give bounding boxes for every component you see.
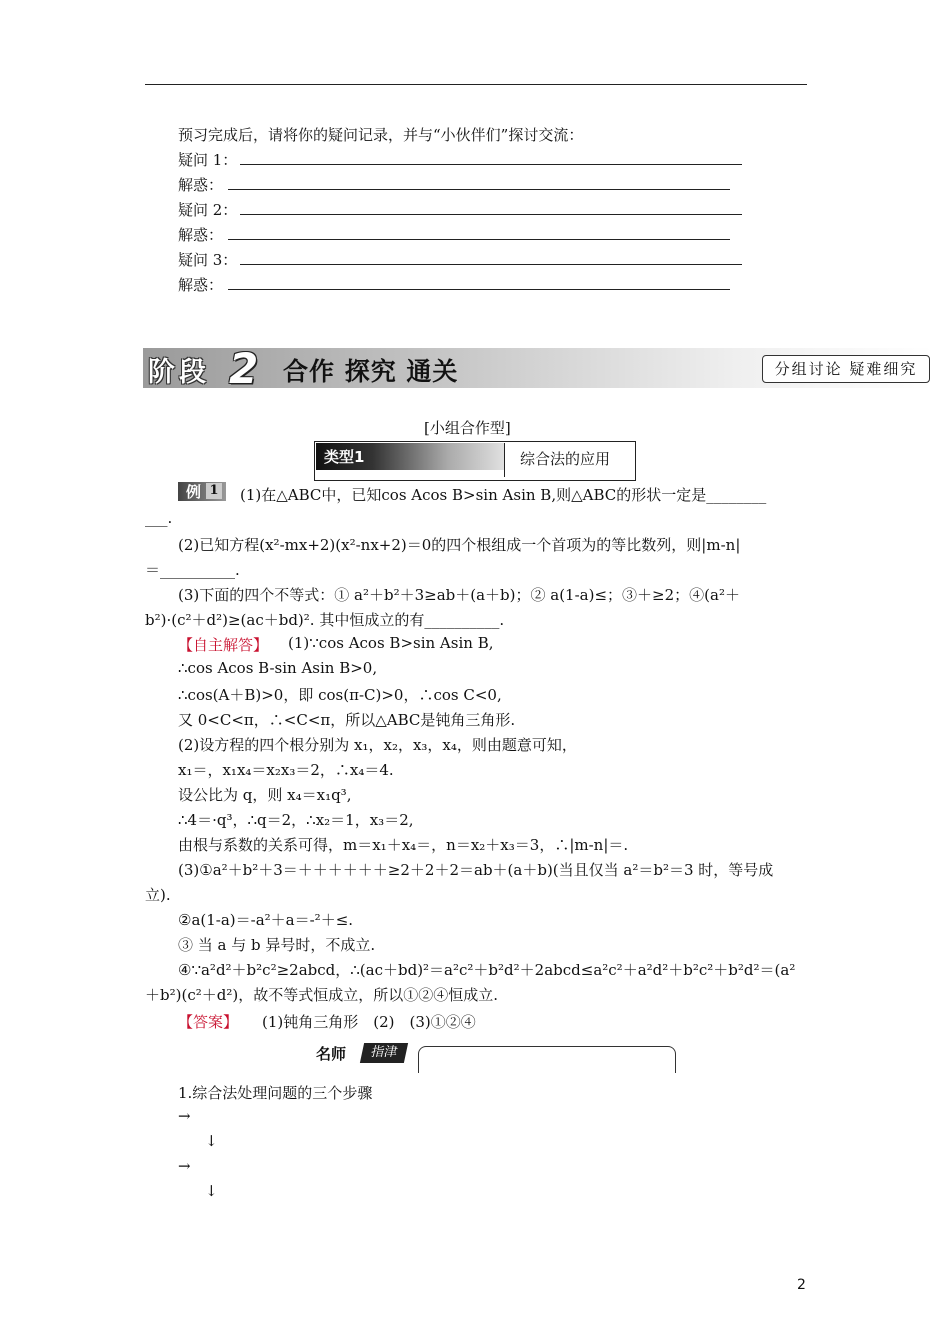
teacher-guide-frame (418, 1046, 676, 1073)
type-topic: 综合法的应用 (520, 450, 611, 468)
solution-line: 由根与系数的关系可得，m＝x₁＋x₄＝，n＝x₂＋x₃＝3，∴|m-n|＝. (178, 836, 629, 854)
answer-2-line[interactable] (228, 239, 730, 240)
solution-line: ＋b²)(c²＋d²)，故不等式恒成立，所以①②④恒成立. (145, 986, 498, 1004)
question-2-label: 疑问 2： (178, 201, 238, 219)
solution-line: (3)①a²＋b²＋3＝＋＋＋＋＋＋≥2＋2＋2＝ab＋(a＋b)(当且仅当 a²＝b²＝3 时，等号成 (178, 861, 774, 879)
teacher-item-1: 1.综合法处理问题的三个步骤 (178, 1084, 373, 1102)
header-rule (145, 84, 807, 85)
group-header: [小组合作型] (424, 419, 511, 437)
example-line-6: b²)·(c²＋d²)≥(ac＋bd)². 其中恒成立的有__________. (145, 611, 505, 629)
arrow-right-icon: → (178, 1107, 191, 1125)
solution-line: 设公比为 q，则 x₄＝x₁q³, (178, 786, 352, 804)
teacher-guide-tag: 指津 (360, 1043, 408, 1063)
arrow-right-icon: → (178, 1157, 191, 1175)
question-1-line[interactable] (240, 164, 742, 165)
answer-text: (1)钝角三角形 (2) (3)①②④ (262, 1013, 476, 1031)
type-separator (504, 443, 505, 477)
answer-2-label: 解惑： (178, 226, 224, 244)
page-number: 2 (797, 1277, 806, 1293)
answer-label: 【答案】 (178, 1013, 239, 1031)
solution-line: ∴cos Acos B-sin Asin B>0, (178, 659, 378, 677)
solution-line: ④∵a²d²＋b²c²≥2abcd，∴(ac＋bd)²＝a²c²＋b²d²＋2abcd≤a²c²＋a²d²＋b²c²＋b²d²＝(a² (178, 961, 796, 979)
solution-label: 【自主解答】 (178, 636, 269, 654)
question-3-label: 疑问 3： (178, 251, 238, 269)
solution-line: ②a(1-a)＝-a²＋a＝-²＋≤. (178, 911, 354, 929)
stage-number: 2 (229, 344, 259, 393)
teacher-guide-head: 名师 (316, 1045, 347, 1063)
example-line-3: (2)已知方程(x²-mx+2)(x²-nx+2)＝0的四个根组成一个首项为的等比数列，则|m-n| (178, 536, 741, 554)
example-badge (178, 482, 226, 501)
type-label-bar (316, 443, 504, 470)
solution-line: ③ 当 a 与 b 异号时，不成立. (178, 936, 376, 954)
solution-line: 又 0<C<π，∴<C<π，所以△ABC是钝角三角形. (178, 711, 516, 729)
solution-line: 立). (145, 886, 171, 904)
example-line-4: ＝__________. (145, 561, 240, 579)
stage-title: 合作 探究 通关 (283, 357, 459, 386)
solution-line: (2)设方程的四个根分别为 x₁，x₂，x₃，x₄，则由题意可知， (178, 736, 577, 754)
example-line-1: (1)在△ABC中，已知cos Acos B>sin Asin B,则△ABC的形状一定是________ (240, 486, 767, 504)
solution-line: ∴4＝·q³，∴q＝2，∴x₂＝1，x₃＝2, (178, 811, 414, 829)
example-badge-number: 1 (206, 483, 222, 499)
arrow-down-icon: ↓ (205, 1182, 218, 1200)
stage-label: 阶段 (148, 357, 210, 388)
stage-tag: 分组讨论 疑难细究 (762, 355, 930, 383)
question-1-label: 疑问 1： (178, 151, 238, 169)
example-badge-label: 例 (186, 483, 202, 501)
answer-3-line[interactable] (228, 289, 730, 290)
example-line-2: ___. (145, 509, 173, 527)
solution-line: x₁＝，x₁x₄＝x₂x₃＝2，∴x₄＝4. (178, 761, 394, 779)
solution-line: ∴cos(A＋B)>0，即 cos(π-C)>0，∴cos C<0, (178, 686, 502, 704)
question-3-line[interactable] (240, 264, 742, 265)
solution-first: (1)∵cos Acos B>sin Asin B, (288, 634, 494, 652)
example-line-5: (3)下面的四个不等式：① a²＋b²＋3≥ab＋(a＋b)；② a(1-a)≤；③＋≥2；④(a²＋ (178, 586, 740, 604)
type-label: 类型1 (324, 448, 365, 466)
answer-1-label: 解惑： (178, 176, 224, 194)
question-2-line[interactable] (240, 214, 742, 215)
answer-1-line[interactable] (228, 189, 730, 190)
arrow-down-icon: ↓ (205, 1132, 218, 1150)
answer-3-label: 解惑： (178, 276, 224, 294)
preview-intro: 预习完成后，请将你的疑问记录，并与“小伙伴们”探讨交流： (178, 126, 584, 144)
